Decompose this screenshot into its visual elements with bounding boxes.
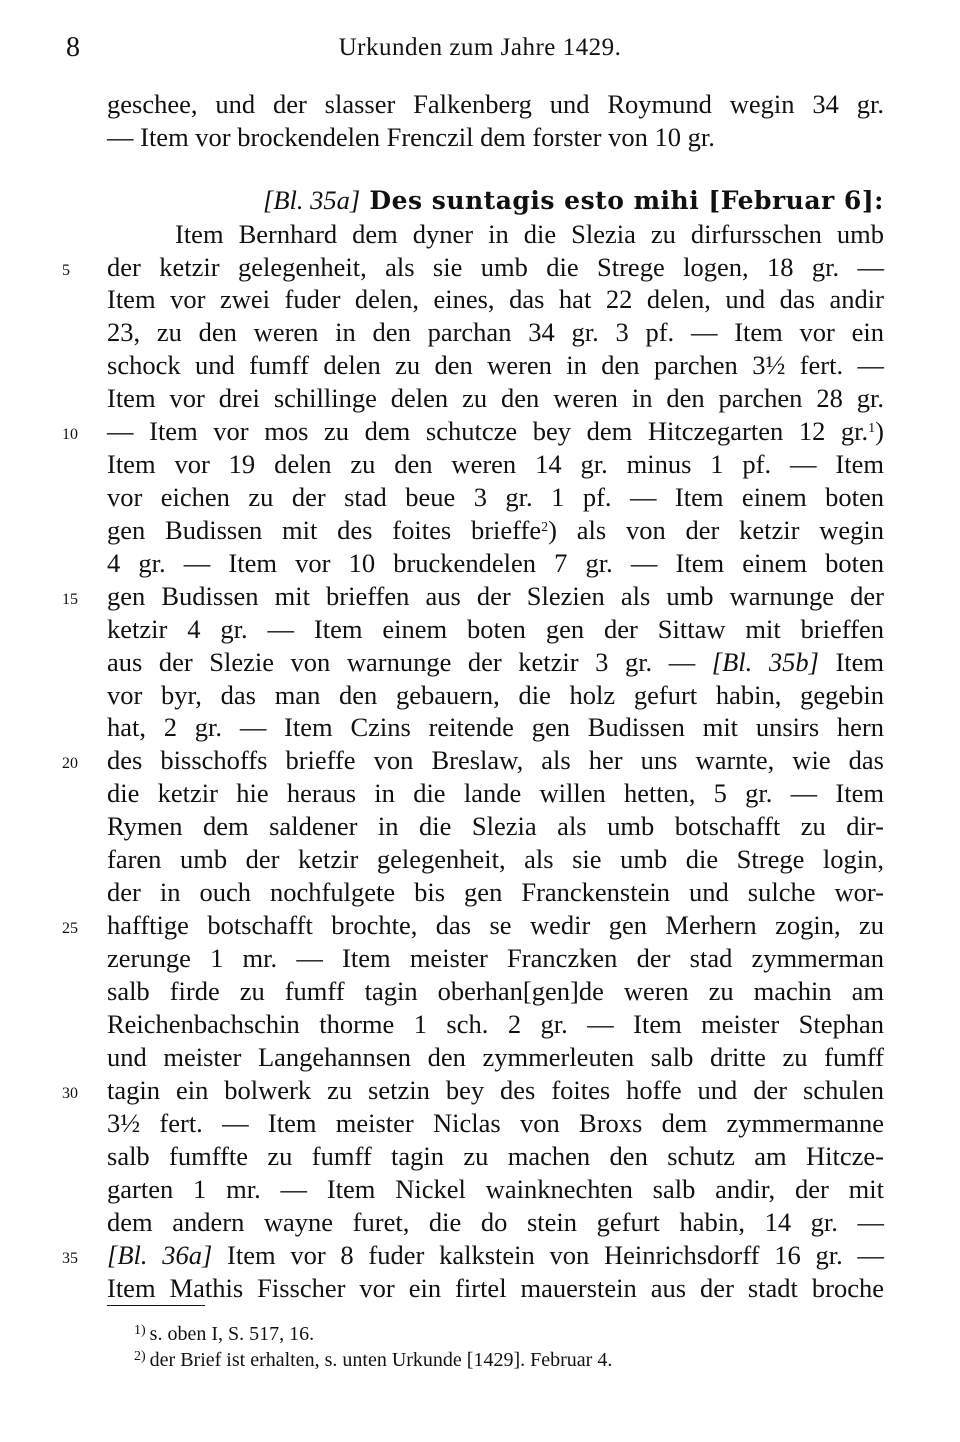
text-line-13 bbox=[107, 515, 884, 546]
text-line-4 bbox=[175, 219, 884, 250]
text-line-1 bbox=[107, 89, 884, 120]
footnote-divider bbox=[107, 1305, 205, 1306]
line-text: Item vor 8 fuder kalkstein von Heinrichsdorff 16 gr. — bbox=[212, 1240, 884, 1270]
line-text: Item Bernhard dem dyner in die Slezia zu dirfursschen umb bbox=[175, 219, 884, 249]
line-text: garten 1 mr. — Item Nickel wainknechten salb andir, der mit bbox=[107, 1174, 884, 1204]
line-text: tagin ein bolwerk zu setzin bey des foites hoffe und der schulen bbox=[107, 1075, 884, 1105]
footnote-ref-2: 2 bbox=[541, 520, 549, 535]
line-text: hafftige botschafft brochte, das se wedir gen Merhern zogin, zu bbox=[107, 910, 884, 940]
line-text: gen Budissen mit des foites brieffe bbox=[107, 515, 542, 545]
footnote-mark: 1) bbox=[134, 1323, 146, 1338]
line-text: — Item vor brockendelen Frenczil dem forster von 10 gr. bbox=[107, 122, 715, 152]
page-number: 8 bbox=[66, 32, 80, 63]
line-text: Item vor 19 delen zu den weren 14 gr. minus 1 pf. — Item bbox=[107, 449, 884, 479]
line-number: 35 bbox=[62, 1250, 78, 1267]
line-number: 5 bbox=[62, 262, 70, 279]
line-text: schock und fumff delen zu den weren in den parchen 3½ fert. — bbox=[107, 350, 884, 380]
line-number: 20 bbox=[62, 755, 78, 772]
text-line-26 bbox=[107, 943, 884, 974]
line-number: 15 bbox=[62, 591, 78, 608]
line-text: dem andern wayne furet, die do stein gefurt habin, 14 gr. — bbox=[107, 1207, 884, 1237]
text-line-15 bbox=[107, 581, 884, 612]
folio-reference: [Bl. 36a] bbox=[107, 1240, 213, 1270]
text-line-6 bbox=[107, 284, 884, 315]
line-text: salb firde zu fumff tagin oberhan[gen]de weren zu machin am bbox=[107, 976, 884, 1006]
text-line-7 bbox=[107, 317, 884, 348]
line-text: Item bbox=[818, 647, 885, 677]
text-line-20 bbox=[107, 745, 884, 776]
text-line-36 bbox=[107, 1273, 884, 1304]
text-line-23 bbox=[107, 844, 884, 875]
line-text: 23, zu den weren in den parchan 34 gr. 3 pf. — Item vor ein bbox=[107, 317, 884, 347]
text-line-21 bbox=[107, 778, 884, 809]
line-text: Item vor zwei fuder delen, eines, das hat 22 delen, und das andir bbox=[107, 284, 884, 314]
footnote-ref-1: 1 bbox=[868, 421, 876, 436]
line-text: gen Budissen mit brieffen aus der Slezien als umb warnunge der bbox=[107, 581, 884, 611]
line-text: Item vor drei schillinge delen zu den weren in den parchen 28 gr. bbox=[107, 383, 884, 413]
text-line-18 bbox=[107, 680, 884, 711]
text-line-10 bbox=[107, 416, 884, 447]
line-text: 4 gr. — Item vor 10 bruckendelen 7 gr. — Item einem boten bbox=[107, 548, 884, 578]
line-text: vor eichen zu der stad beue 3 gr. 1 pf. — Item einem boten bbox=[107, 482, 884, 512]
line-text: vor byr, das man den gebauern, die holz gefurt habin, gegebin bbox=[107, 680, 884, 710]
line-text: Rymen dem saldener in die Slezia als umb botschafft zu dir- bbox=[107, 811, 884, 841]
line-text: und meister Langehannsen den zymmerleuten salb dritte zu fumff bbox=[107, 1042, 884, 1072]
footnote-1 bbox=[134, 1318, 314, 1347]
text-line-24 bbox=[107, 877, 884, 908]
line-text: hat, 2 gr. — Item Czins reitende gen Budissen mit unsirs hern bbox=[107, 712, 884, 742]
text-line-11 bbox=[107, 449, 884, 480]
text-line-35 bbox=[107, 1240, 884, 1271]
text-line-27 bbox=[107, 976, 884, 1007]
text-line-14 bbox=[107, 548, 884, 579]
section-heading bbox=[263, 185, 884, 216]
line-text: 3½ fert. — Item meister Niclas von Broxs dem zymmermanne bbox=[107, 1108, 884, 1138]
line-text: zerunge 1 mr. — Item meister Franczken der stad zymmerman bbox=[107, 943, 884, 973]
footnote-2 bbox=[134, 1344, 612, 1373]
line-text: geschee, und der slasser Falkenberg und Roymund wegin 34 gr. bbox=[107, 89, 884, 119]
line-text: faren umb der ketzir gelegenheit, als sie umb die Strege login, bbox=[107, 844, 884, 874]
line-text: ) bbox=[875, 416, 884, 446]
text-line-8 bbox=[107, 350, 884, 381]
text-line-29 bbox=[107, 1042, 884, 1073]
text-line-19 bbox=[107, 712, 884, 743]
line-number: 10 bbox=[62, 426, 78, 443]
text-line-9 bbox=[107, 383, 884, 414]
line-text: Reichenbachschin thorme 1 sch. 2 gr. — Item meister Stephan bbox=[107, 1009, 884, 1039]
text-line-32 bbox=[107, 1141, 884, 1172]
text-line-28 bbox=[107, 1009, 884, 1040]
text-line-17 bbox=[107, 647, 884, 678]
text-line-5 bbox=[107, 252, 884, 283]
line-text: aus der Slezie von warnunge der ketzir 3 gr. — bbox=[107, 647, 712, 677]
folio-reference: [Bl. 35a] bbox=[263, 185, 361, 215]
heading-text: Des suntagis esto mihi [Februar 6]: bbox=[360, 186, 884, 215]
line-number: 30 bbox=[62, 1085, 78, 1102]
line-number: 25 bbox=[62, 920, 78, 937]
line-text: der ketzir gelegenheit, als sie umb die Strege logen, 18 gr. — bbox=[107, 252, 884, 282]
running-head: Urkunden zum Jahre 1429. bbox=[338, 34, 622, 61]
text-line-2 bbox=[107, 122, 884, 153]
line-text: des bisschoffs brieffe von Breslaw, als her uns warnte, wie das bbox=[107, 745, 884, 775]
text-line-25 bbox=[107, 910, 884, 941]
text-line-31 bbox=[107, 1108, 884, 1139]
text-line-16 bbox=[107, 614, 884, 645]
line-text: die ketzir hie heraus in die lande willen hetten, 5 gr. — Item bbox=[107, 778, 884, 808]
footnote-text: s. oben I, S. 517, 16. bbox=[149, 1323, 315, 1345]
text-line-30 bbox=[107, 1075, 884, 1106]
text-line-22 bbox=[107, 811, 884, 842]
text-line-33 bbox=[107, 1174, 884, 1205]
line-text: ) als von der ketzir wegin bbox=[548, 515, 885, 545]
line-text: ketzir 4 gr. — Item einem boten gen der Sittaw mit brieffen bbox=[107, 614, 884, 644]
folio-reference: [Bl. 35b] bbox=[711, 647, 819, 677]
text-line-34 bbox=[107, 1207, 884, 1238]
line-text: — Item vor mos zu dem schutcze bey dem Hitczegarten 12 gr. bbox=[107, 416, 869, 446]
footnote-text: der Brief ist erhalten, s. unten Urkunde [1429]. Februar 4. bbox=[149, 1349, 613, 1371]
line-text: der in ouch nochfulgete bis gen Franckenstein und sulche wor- bbox=[107, 877, 884, 907]
line-text: salb fumffte zu fumff tagin zu machen den schutz am Hitcze- bbox=[107, 1141, 884, 1171]
text-line-12 bbox=[107, 482, 884, 513]
footnote-mark: 2) bbox=[134, 1349, 146, 1364]
line-text: Item Mathis Fisscher vor ein firtel mauerstein aus der stadt broche bbox=[107, 1273, 884, 1303]
